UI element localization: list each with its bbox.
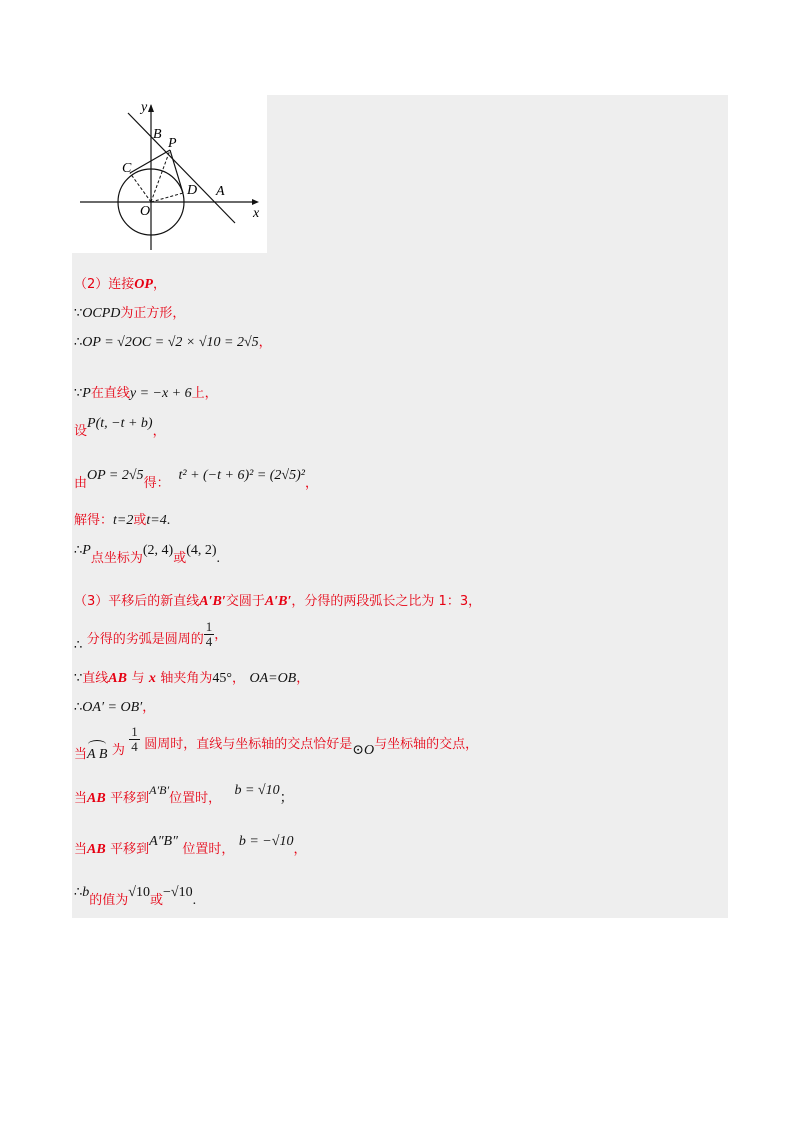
p2-l8-end: . bbox=[216, 551, 221, 566]
p3-l8-text2: 或 bbox=[149, 893, 163, 908]
p3-l3-end: ， bbox=[296, 671, 310, 686]
p3-l1-text2: 交圆于 bbox=[225, 594, 265, 609]
p3-l6-ab: AB bbox=[87, 791, 106, 806]
p3-l1-math2: A′B′ bbox=[264, 594, 292, 609]
circle-o-symbol: ⊙O bbox=[352, 742, 375, 758]
p3-l6-math: b = √10 bbox=[234, 783, 280, 798]
p2-l8-math2: (2, 4) bbox=[142, 543, 174, 558]
p3-line7 bbox=[74, 832, 307, 857]
p2-l8-text1: 点坐标为 bbox=[90, 551, 143, 566]
frac-den-2: 4 bbox=[131, 739, 138, 754]
coordinate-diagram bbox=[72, 95, 267, 253]
because-icon: ∵ bbox=[74, 306, 83, 321]
label-a: A bbox=[216, 184, 225, 199]
fraction-quarter-2 bbox=[129, 725, 140, 754]
p2-line8 bbox=[74, 541, 221, 566]
p3-l5-text4: 与坐标轴的交点， bbox=[374, 736, 479, 752]
frac-den: 4 bbox=[205, 634, 213, 649]
tangent-pd bbox=[170, 150, 183, 193]
therefore-icon: ∴ bbox=[74, 637, 83, 653]
p2-l4-math1: P bbox=[82, 386, 91, 401]
p3-l3-text1: 直线 bbox=[82, 671, 109, 686]
label-b: B bbox=[153, 127, 162, 142]
p2-l7-math2: t=4 bbox=[146, 513, 167, 528]
p2-l7-end: . bbox=[166, 513, 171, 528]
p3-l8-b: b bbox=[82, 885, 90, 900]
p2-l8-math1: P bbox=[82, 543, 91, 558]
p3-l1-math: A′B′ bbox=[199, 594, 226, 609]
p3-l3-angle: 45° bbox=[212, 671, 232, 686]
p3-l3-ab: AB bbox=[108, 671, 127, 686]
p2-line5 bbox=[74, 414, 166, 439]
p2-l4-text1: 在直线 bbox=[90, 386, 130, 401]
p3-l7-math: b = −√10 bbox=[238, 834, 294, 849]
p2-line3 bbox=[74, 333, 272, 352]
p2-line4 bbox=[74, 384, 218, 403]
p3-l3-x: x bbox=[148, 671, 156, 686]
p3-line5 bbox=[74, 725, 478, 765]
p3-l3-text2: 与 bbox=[131, 671, 145, 686]
p3-l7-end: ， bbox=[293, 842, 307, 857]
p2-l4-math2: y = −x + 6 bbox=[129, 386, 192, 401]
p2-l7-text2: 或 bbox=[133, 513, 147, 528]
y-axis-arrow bbox=[148, 104, 154, 112]
p2-l6-text2: 得： bbox=[143, 476, 170, 491]
segment-op bbox=[151, 150, 170, 202]
therefore-icon: ∴ bbox=[74, 543, 83, 558]
p3-line2 bbox=[74, 619, 228, 653]
p3-l7-text3: 位置时， bbox=[182, 842, 235, 857]
label-o: O bbox=[140, 204, 151, 219]
x-axis-arrow bbox=[252, 199, 259, 205]
label-c: C bbox=[122, 161, 132, 176]
p3-line3 bbox=[74, 669, 309, 688]
p2-l5-text: 设 bbox=[74, 424, 88, 439]
p2-l7-math1: t=2 bbox=[113, 513, 134, 528]
p3-l6-text1: 当 bbox=[74, 791, 88, 806]
frac-num-2: 1 bbox=[131, 724, 138, 739]
p2-line2 bbox=[74, 304, 185, 323]
p3-line6 bbox=[74, 781, 294, 806]
p3-line4 bbox=[74, 698, 155, 717]
p3-l6-end: ； bbox=[279, 791, 294, 806]
p2-l2-text: 为正方形， bbox=[120, 306, 186, 321]
because-icon: ∵ bbox=[74, 671, 83, 686]
p2-l6-text1: 由 bbox=[74, 476, 88, 491]
therefore-icon: ∴ bbox=[74, 700, 83, 715]
frac-num: 1 bbox=[205, 619, 213, 634]
p2-line6 bbox=[74, 466, 318, 491]
p2-l6-end: ， bbox=[304, 476, 318, 491]
therefore-icon: ∴ bbox=[74, 885, 83, 900]
p3-l7-appbpp: A″B″ bbox=[149, 834, 178, 849]
p2-l3-end: ， bbox=[258, 335, 272, 350]
fraction-quarter bbox=[204, 620, 215, 649]
p3-l5-text2: 为 bbox=[111, 742, 125, 758]
p3-l8-end: . bbox=[192, 893, 197, 908]
p3-l7-text2: 平移到 bbox=[110, 842, 150, 857]
p3-l7-text1: 当 bbox=[74, 842, 88, 857]
p2-l1-end: ， bbox=[152, 277, 166, 292]
label-p: P bbox=[168, 136, 177, 151]
radius-od bbox=[151, 193, 183, 202]
p3-l8-math3: −√10 bbox=[163, 885, 193, 900]
label-x: x bbox=[253, 206, 260, 221]
p2-l4-text2: 上， bbox=[191, 386, 218, 401]
therefore-icon: ∴ bbox=[74, 335, 83, 350]
p2-line1 bbox=[74, 275, 166, 294]
label-d: D bbox=[187, 183, 198, 198]
p2-l3-math: OP = √2OC = √2 × √10 = 2√5 bbox=[82, 335, 259, 350]
p2-l2-math: OCPD bbox=[82, 306, 121, 321]
p3-line1 bbox=[74, 592, 481, 611]
p3-l5-text1: 当 bbox=[74, 746, 88, 762]
p3-l1-text3: ，分得的两段弧长之比为 1：3， bbox=[291, 594, 482, 609]
p3-l1-text: （3）平移后的新直线 bbox=[74, 594, 200, 609]
p3-l2-text: 分得的劣弧是圆周的 bbox=[86, 631, 204, 647]
p2-l6-math2: t² + (−t + 6)² = (2√5)² bbox=[178, 468, 305, 483]
p2-l8-math3: (4, 2) bbox=[186, 543, 217, 558]
p3-l3-oaob: OA=OB bbox=[249, 671, 297, 686]
p3-l8-text1: 的值为 bbox=[89, 893, 129, 908]
p3-l7-ab: AB bbox=[87, 842, 106, 857]
p2-l8-text2: 或 bbox=[173, 551, 187, 566]
geometry-figure bbox=[72, 95, 267, 253]
p2-l1-text: （2）连接 bbox=[74, 277, 135, 292]
arc-ab: A B bbox=[87, 740, 107, 764]
p3-l8-math2: √10 bbox=[128, 885, 150, 900]
p2-line7 bbox=[74, 511, 170, 530]
p3-l3-text3: 轴夹角为 bbox=[160, 671, 213, 686]
p2-l5-math: P(t, −t + b) bbox=[87, 416, 153, 431]
p3-l6-text2: 平移到 bbox=[110, 791, 150, 806]
p3-l3-text4: ， bbox=[231, 671, 245, 686]
p3-l5-text3: 圆周时，直线与坐标轴的交点恰好是 bbox=[144, 736, 353, 752]
p3-line8 bbox=[74, 883, 197, 908]
p2-l7-text: 解得： bbox=[74, 513, 114, 528]
label-y: y bbox=[141, 100, 148, 115]
p3-l4-math: OA′ = OB′ bbox=[82, 700, 143, 715]
p2-l6-math1: OP = 2√5 bbox=[87, 468, 144, 483]
p2-l5-end: ， bbox=[152, 424, 166, 439]
p3-l2-end: ， bbox=[214, 627, 228, 643]
radius-oc bbox=[130, 173, 151, 202]
p2-l1-op: OP bbox=[134, 277, 153, 292]
p3-l6-text3: 位置时， bbox=[169, 791, 222, 806]
because-icon: ∵ bbox=[74, 386, 83, 401]
p3-l4-end: ， bbox=[142, 700, 156, 715]
p3-l6-apbp: A′B′ bbox=[149, 783, 170, 797]
